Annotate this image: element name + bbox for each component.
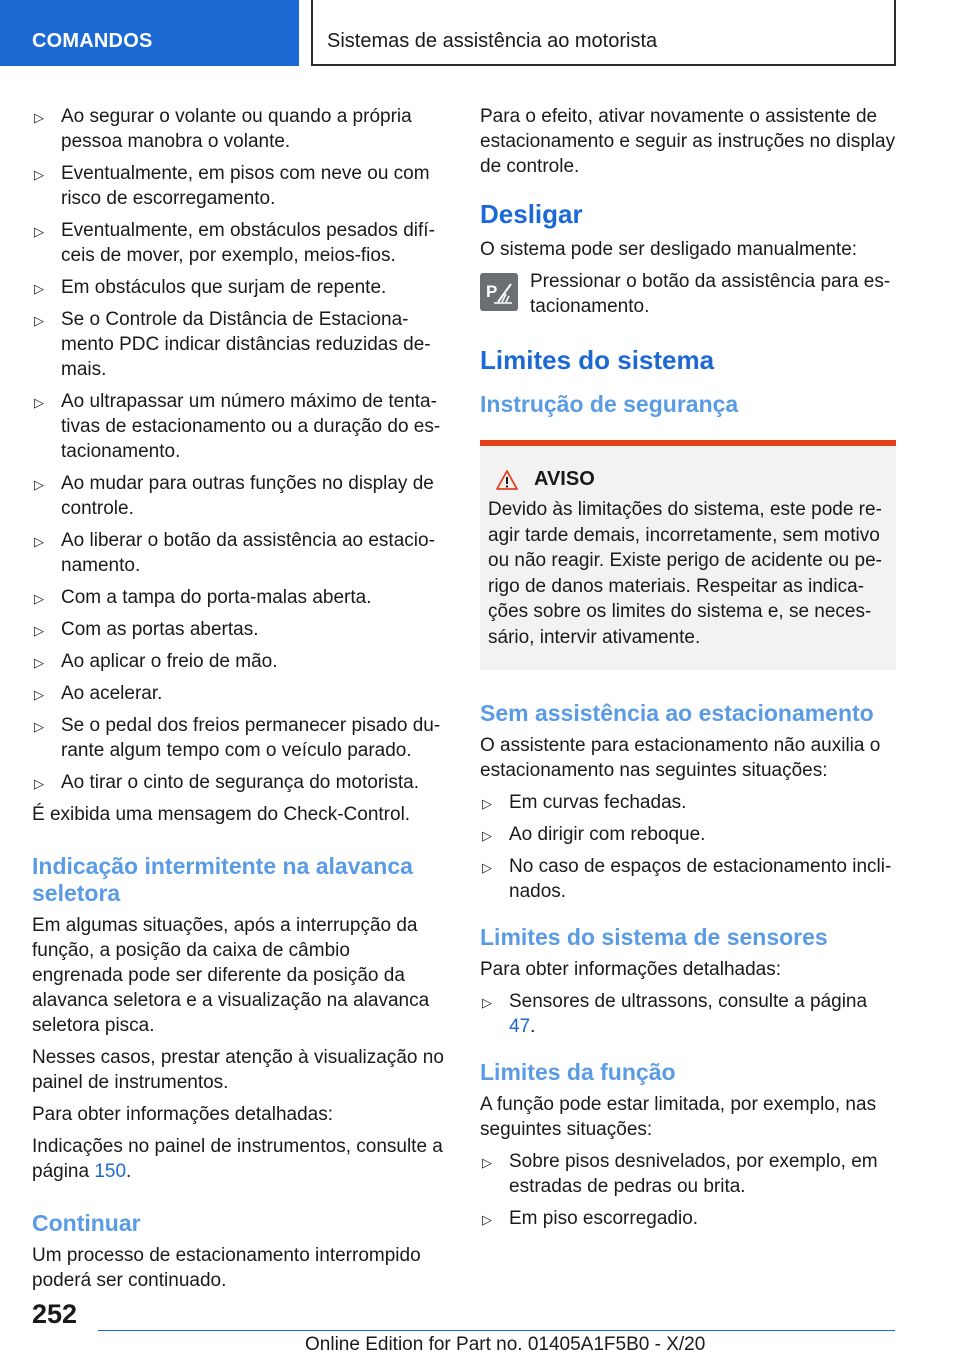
list-item: ▷ Ao dirigir com reboque. [480, 822, 896, 847]
paragraph: Nesses casos, prestar atenção à visualização no painel de instrumentos. [32, 1047, 444, 1093]
heading-desligar: Desligar [480, 199, 583, 229]
warning-header [488, 468, 888, 491]
right-column [480, 104, 896, 1238]
svg-text:P: P [486, 282, 498, 301]
list-item: ▷ No caso de espaços de estacionamento inclinados. [482, 856, 892, 902]
paragraph: O assistente para estacionamento não auxilia o estacionamento nas seguintes situações: [480, 735, 881, 781]
bullet-list-sem-assistencia [480, 790, 896, 904]
bullet-list-interruptions [32, 104, 444, 795]
triangle-bullet-icon: ▷ [34, 655, 44, 670]
paragraph-with-page-ref: Indicações no painel de instrumentos, consulte a página 150. [32, 1136, 443, 1182]
list-item: ▷ Se o Controle da Distância de Estacionamento PDC indicar distâncias reduzidas demais. [34, 309, 431, 380]
bullet-list-sensores [480, 989, 896, 1039]
park-assist-instruction: P Pressionar o botão da assistência para estacionamento. [480, 269, 896, 319]
warning-triangle-icon [496, 470, 518, 490]
page-number: 252 [32, 1299, 78, 1329]
triangle-bullet-icon: ▷ [34, 591, 44, 606]
list-item: ▷ Em curvas fechadas. [480, 790, 896, 815]
triangle-bullet-icon: ▷ [34, 167, 44, 182]
triangle-bullet-icon: ▷ [34, 110, 44, 125]
list-item: ▷ Ao aplicar o freio de mão. [32, 649, 444, 674]
paragraph: Um processo de estacionamento interrompido poderá ser continuado. [32, 1245, 421, 1291]
heading-limites-do-sistema: Limites do sistema [480, 345, 715, 375]
triangle-bullet-icon: ▷ [34, 281, 44, 296]
triangle-bullet-icon: ▷ [34, 687, 44, 702]
footer-divider [98, 1330, 895, 1331]
triangle-bullet-icon: ▷ [34, 719, 44, 734]
check-control-note: É exibida uma mensagem do Check-Control. [32, 804, 411, 825]
heading-limites-sensores: Limites do sistema de sensores [480, 924, 828, 950]
triangle-bullet-icon: ▷ [34, 313, 44, 328]
left-column [32, 104, 444, 1300]
triangle-bullet-icon: ▷ [482, 860, 492, 875]
triangle-bullet-icon: ▷ [34, 534, 44, 549]
triangle-bullet-icon: ▷ [34, 224, 44, 239]
paragraph: A função pode estar limitada, por exemplo, nas seguintes situações: [480, 1094, 877, 1140]
bullet-list-funcao [480, 1149, 896, 1231]
footer-edition: Online Edition for Part no. 01405A1F5B0 - X/20 [305, 1334, 706, 1355]
chapter-title: Sistemas de assistência ao motorista [311, 0, 896, 66]
heading-limites-funcao: Limites da função [480, 1059, 676, 1085]
list-item: ▷ Ao acelerar. [32, 681, 444, 706]
triangle-bullet-icon: ▷ [34, 395, 44, 410]
list-item: ▷ Em piso escorregadio. [480, 1206, 896, 1231]
list-item: ▷ Ao ultrapassar um número máximo de tentativas de estacionamento ou a duração do estacionamento. [34, 391, 441, 462]
triangle-bullet-icon: ▷ [34, 477, 44, 492]
page-link-47[interactable]: 47 [509, 1016, 531, 1037]
page-link-150[interactable]: 150 [94, 1161, 127, 1182]
list-item: ▷ Eventualmente, em pisos com neve ou com risco de escorregamento. [34, 163, 430, 209]
triangle-bullet-icon: ▷ [482, 995, 492, 1010]
list-item: ▷ Ao liberar o botão da assistência ao estacionamento. [34, 530, 435, 576]
list-item: ▷ Sobre pisos desnivelados, por exemplo, em estradas de pedras ou brita. [482, 1151, 878, 1197]
page-header [0, 0, 960, 66]
list-item: ▷ Em obstáculos que surjam de repente. [32, 275, 444, 300]
paragraph: Para obter informações detalhadas: [32, 1104, 334, 1125]
warning-label: AVISO [534, 468, 595, 490]
heading-continuar: Continuar [32, 1210, 141, 1236]
triangle-bullet-icon: ▷ [482, 1212, 492, 1227]
list-item: ▷ Se o pedal dos freios permanecer pisado durante algum tempo com o veículo parado. [34, 715, 441, 761]
heading-sem-assistencia: Sem assistência ao estacionamento [480, 700, 874, 726]
list-item: ▷ Sensores de ultrassons, consulte a página 47. [482, 991, 868, 1037]
triangle-bullet-icon: ▷ [34, 623, 44, 638]
triangle-bullet-icon: ▷ [482, 828, 492, 843]
list-item: ▷ Com a tampa do porta-malas aberta. [32, 585, 444, 610]
list-item: ▷ Ao mudar para outras funções no display de controle. [34, 473, 434, 519]
paragraph: Para o efeito, ativar novamente o assistente de estacionamento e seguir as instruções no display de controle. [480, 106, 896, 177]
triangle-bullet-icon: ▷ [482, 1155, 492, 1170]
paragraph: Para obter informações detalhadas: [480, 959, 782, 980]
triangle-bullet-icon: ▷ [482, 796, 492, 811]
warning-text: Devido às limitações do sistema, este pode reagir tarde demais, incorretamente, sem motivo ou não reagir. Existe perigo de acidente ou perigo de danos materiais. Respeitar as indicações sobre os limites do sistema e, se necessário, intervir ativamente. [488, 499, 882, 648]
triangle-bullet-icon: ▷ [34, 776, 44, 791]
park-assist-button-icon [480, 273, 518, 311]
paragraph: O sistema pode ser desligado manualmente: [480, 239, 858, 260]
heading-indicacao-intermitente: Indicação intermitente na alavanca seletora [32, 853, 413, 906]
list-item: ▷ Ao segurar o volante ou quando a própria pessoa manobra o volante. [34, 106, 412, 152]
section-tab: COMANDOS [0, 0, 299, 66]
list-item: ▷ Ao tirar o cinto de segurança do motorista. [32, 770, 444, 795]
paragraph: Em algumas situações, após a interrupção da função, a posição da caixa de câmbio engrenada pode ser diferente da posição da alavanca seletora e a visualização na alavanca seletora pisca. [32, 915, 430, 1036]
heading-instrucao-seguranca: Instrução de segurança [480, 391, 739, 417]
list-item: ▷ Com as portas abertas. [32, 617, 444, 642]
list-item: ▷ Eventualmente, em obstáculos pesados difíceis de mover, por exemplo, meios-fios. [34, 220, 435, 266]
warning-box [480, 440, 896, 670]
